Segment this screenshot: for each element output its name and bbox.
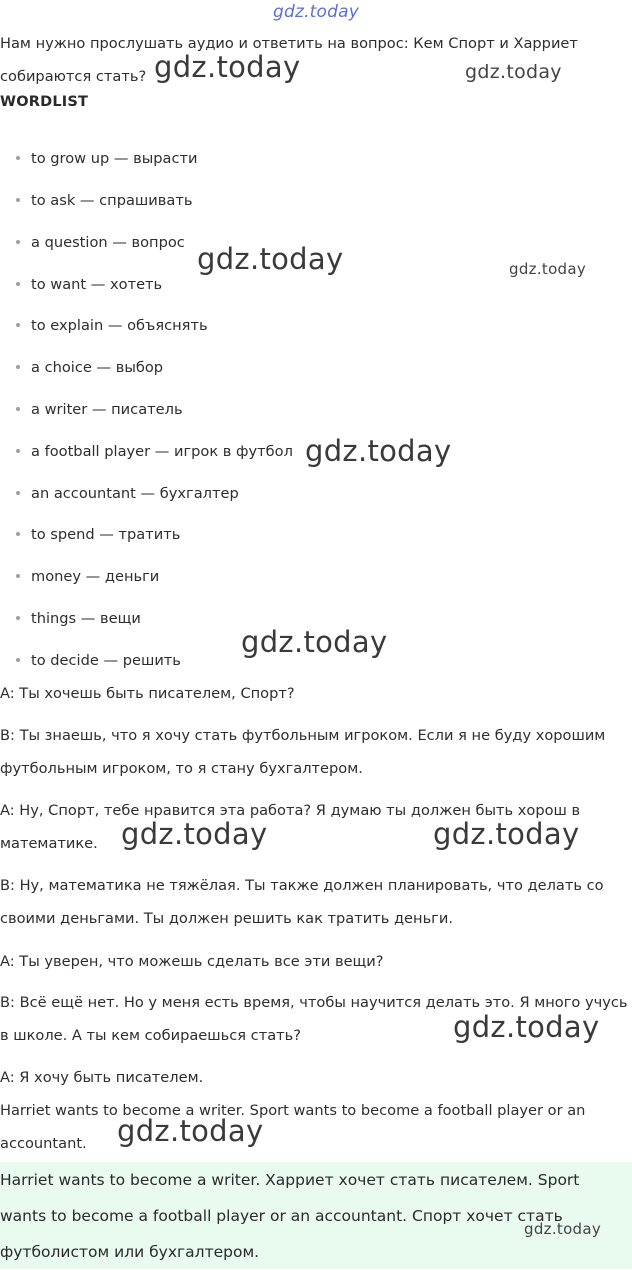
wordlist-item: a question — вопрос bbox=[16, 233, 185, 253]
bullet-icon bbox=[16, 282, 20, 286]
bullet-icon bbox=[16, 407, 20, 411]
bullet-icon bbox=[16, 658, 20, 662]
watermark: gdz.today bbox=[154, 50, 301, 84]
wordlist-item: things — вещи bbox=[16, 609, 141, 629]
wordlist-item: to spend — тратить bbox=[16, 525, 180, 545]
dialogue-line: A: Ты хочешь быть писателем, Спорт? bbox=[0, 685, 295, 702]
wordlist-item: an accountant — бухгалтер bbox=[16, 484, 239, 504]
wordlist-item: to want — хотеть bbox=[16, 275, 162, 295]
bullet-icon bbox=[16, 532, 20, 536]
bullet-icon bbox=[16, 616, 20, 620]
wordlist-item: to explain — объяснять bbox=[16, 316, 208, 336]
watermark: gdz.today bbox=[509, 260, 587, 278]
wordlist-item: a football player — игрок в футбол bbox=[16, 442, 293, 462]
wordlist-item: a choice — выбор bbox=[16, 358, 163, 378]
bullet-icon bbox=[16, 491, 20, 495]
wordlist-item: to ask — спрашивать bbox=[16, 191, 192, 211]
watermark: gdz.today bbox=[524, 1220, 602, 1238]
dialogue-line: A: Ну, Спорт, тебе нравится эта работа? Я думаю ты должен быть хорош в математике. bbox=[0, 802, 581, 852]
watermark: gdz.today bbox=[433, 817, 580, 851]
bullet-icon bbox=[16, 449, 20, 453]
answer-text: Harriet wants to become a writer. Харриет хочет стать писателем. Sport wants to become a football player or an accountant. Спорт хочет стать футболистом или бухгалтером. bbox=[0, 1171, 580, 1261]
watermark: gdz.today bbox=[197, 242, 344, 276]
watermark: gdz.today bbox=[453, 1010, 600, 1044]
wordlist-item: money — деньги bbox=[16, 567, 159, 587]
wordlist-heading: WORDLIST bbox=[0, 94, 89, 110]
bullet-icon bbox=[16, 323, 20, 327]
bullet-icon bbox=[16, 198, 20, 202]
bullet-icon bbox=[16, 365, 20, 369]
bullet-icon bbox=[16, 156, 20, 160]
wordlist-item: to decide — решить bbox=[16, 651, 181, 671]
intro-text: Нам нужно прослушать аудио и ответить на вопрос: Кем Спорт и Харриет собираются стать? bbox=[0, 35, 578, 85]
site-logo[interactable]: gdz.today bbox=[272, 2, 360, 22]
watermark: gdz.today bbox=[465, 61, 562, 83]
wordlist-item: a writer — писатель bbox=[16, 400, 183, 420]
summary-text: Harriet wants to become a writer. Sport wants to become a football player or an accountant. bbox=[0, 1102, 586, 1152]
wordlist-item: to grow up — вырасти bbox=[16, 149, 197, 169]
dialogue-line: B: Всё ещё нет. Но у меня есть время, чтобы научится делать это. Я много учусь в школе. А ты кем собираешься стать? bbox=[0, 994, 628, 1044]
dialogue-line: A: Я хочу быть писателем. bbox=[0, 1069, 204, 1086]
dialogue-line: A: Ты уверен, что можешь сделать все эти вещи? bbox=[0, 953, 384, 970]
watermark: gdz.today bbox=[117, 1114, 264, 1148]
watermark: gdz.today bbox=[241, 625, 388, 659]
watermark: gdz.today bbox=[121, 817, 268, 851]
watermark: gdz.today bbox=[305, 434, 452, 468]
dialogue-line: B: Ну, математика не тяжёлая. Ты также должен планировать, что делать со своими деньгами. Ты должен решить как тратить деньги. bbox=[0, 877, 604, 927]
dialogue-line: B: Ты знаешь, что я хочу стать футбольным игроком. Если я не буду хорошим футбольным игроком, то я стану бухгалтером. bbox=[0, 727, 606, 777]
bullet-icon bbox=[16, 240, 20, 244]
bullet-icon bbox=[16, 574, 20, 578]
